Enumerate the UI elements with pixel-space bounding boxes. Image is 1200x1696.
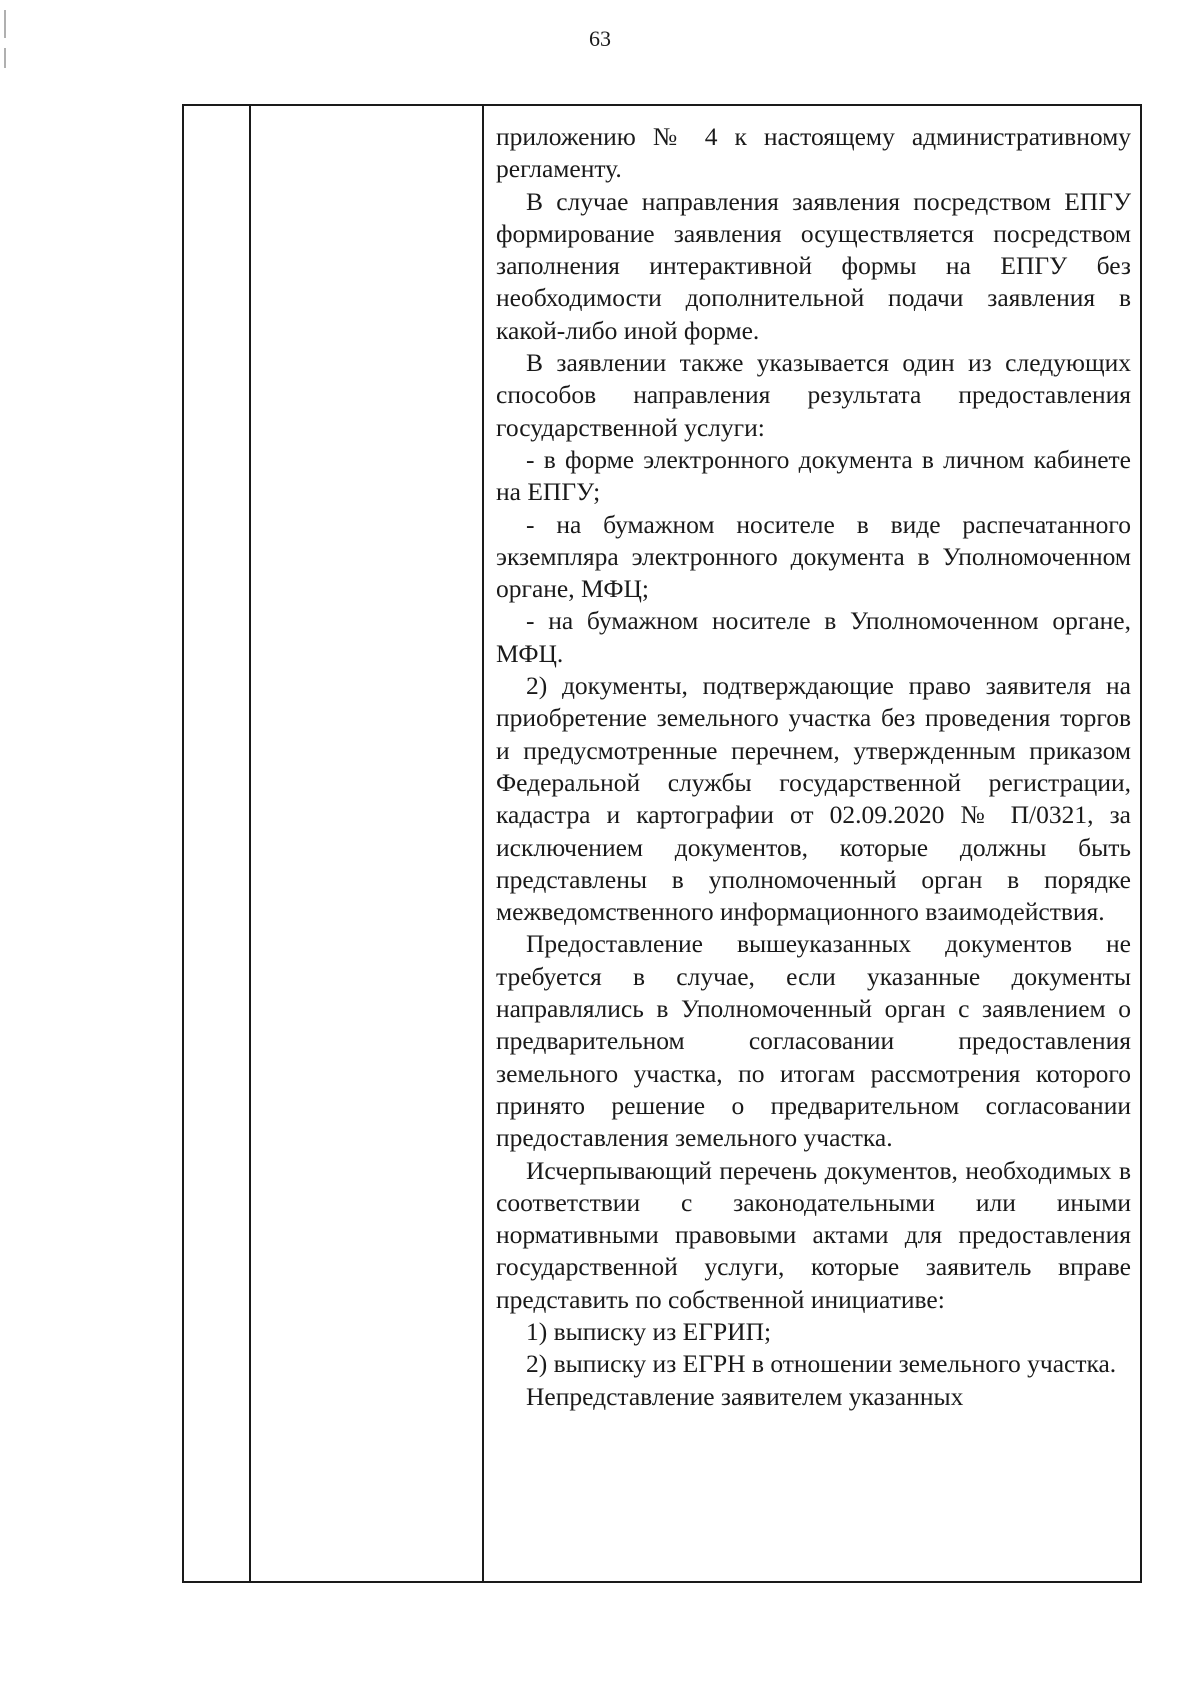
- column-divider: [482, 106, 484, 1581]
- body-paragraph: - в форме электронного документа в личном кабинете на ЕПГУ;: [496, 444, 1131, 507]
- body-paragraph: 2) выписку из ЕГРН в отношении земельного участка.: [526, 1349, 1117, 1379]
- body-paragraph: - на бумажном носителе в Уполномоченном органе, МФЦ.: [496, 606, 1131, 668]
- text-column: [496, 121, 1131, 1413]
- scan-artifact: [4, 10, 6, 38]
- body-paragraph: Непредставление заявителем указанных: [526, 1381, 964, 1411]
- body-paragraph: Исчерпывающий перечень документов, необходимых в соответствии с законодательными или иными нормативными правовыми актами для предоставления государственной услуги, которые заявитель вправе представить по собственной инициативе:: [496, 1155, 1131, 1314]
- body-paragraph: В заявлении также указывается один из следующих способов направления результата предоставления государственной услуги:: [496, 348, 1131, 442]
- body-paragraph: 2) документы, подтверждающие право заявителя на приобретение земельного участка без проведения торгов и предусмотренные перечнем, утвержденным приказом Федеральной службы государственной регистрации, кадастра и картографии от 02.09.2020 № П/0321, за исключением документов, которые должны быть представлены в уполномоченный орган в порядке межведомственного информационного взаимодействия.: [496, 671, 1131, 927]
- body-paragraph: Предоставление вышеуказанных документов не требуется в случае, если указанные документы направлялись в Уполномоченный орган с заявлением о предварительном согласовании предоставления земельного участка, по итогам рассмотрения которого принято решение о предварительном согласовании предоставления земельного участка.: [496, 929, 1131, 1153]
- body-paragraph: - на бумажном носителе в виде распечатанного экземпляра электронного документа в Уполномоченном органе, МФЦ;: [496, 509, 1131, 604]
- body-paragraph: 1) выписку из ЕГРИП;: [526, 1316, 772, 1346]
- body-paragraph: приложению № 4 к настоящему административному регламенту.: [496, 122, 1131, 184]
- table-frame: [182, 104, 1142, 1583]
- page-number: 63: [589, 26, 611, 51]
- column-divider: [249, 106, 251, 1581]
- body-paragraph: В случае направления заявления посредством ЕПГУ формирование заявления осуществляется посредством заполнения интерактивной формы на ЕПГУ без необходимости дополнительной подачи заявления в какой-либо иной форме.: [496, 186, 1131, 345]
- scan-artifact: [4, 48, 6, 68]
